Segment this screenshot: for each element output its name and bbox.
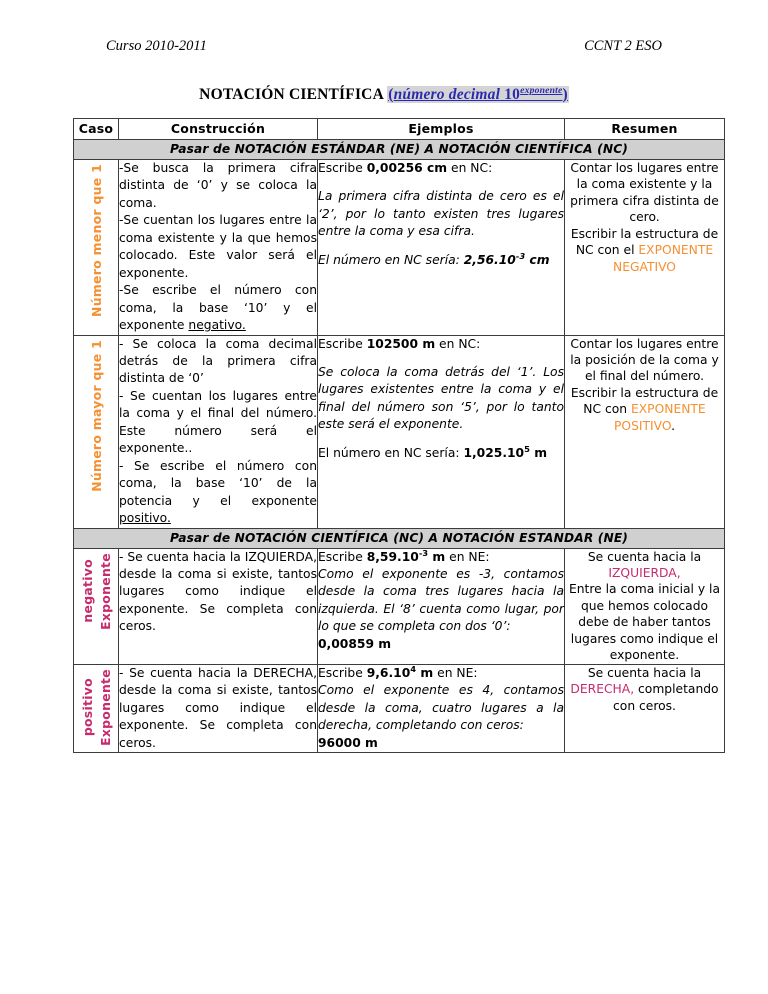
caso-label-line2: negativo (79, 559, 95, 623)
ejemplo-result-unit: cm (525, 252, 550, 267)
column-header-resumen: Resumen (565, 119, 725, 140)
ejemplo-lead-exponent: -3 (418, 547, 429, 558)
section-banner-ne-to-nc (74, 140, 725, 160)
ejemplos-cell-numero-mayor-que-1 (318, 335, 565, 528)
ejemplo-result (318, 445, 564, 462)
ejemplo-explanation: Se coloca la coma detrás del ‘1’. Los lugares existentes entre la coma y el final del número son ‘5’, por lo tanto este será el exponente. (318, 364, 564, 432)
ejemplo-result-mantissa: 96000 m (318, 735, 378, 750)
section-banner-label: Pasar de NOTACIÓN CIENTÍFICA (NC) A NOTACIÓN ESTANDAR (NE) (74, 528, 725, 548)
resumen-text: Contar los lugares entre la coma existente y la primera cifra distinta de cero. Escribir la estructura de NC con el (570, 161, 719, 258)
caso-label: Número menor que 1 (88, 164, 104, 317)
ejemplo-lead-post: en NE: (433, 665, 478, 680)
construccion-cell-exponente-positivo (119, 664, 318, 752)
resumen-tail: . (671, 418, 675, 433)
caso-label-line1: Exponente (97, 552, 113, 630)
section-banner-label: Pasar de NOTACIÓN ESTÁNDAR (NE) A NOTACIÓN CIENTÍFICA (NC) (74, 140, 725, 160)
resumen-cell-exponente-negativo (565, 548, 725, 664)
column-header-construccion: Construcción (119, 119, 318, 140)
caso-cell-exponente-positivo (74, 664, 119, 752)
page-title-main: NOTACIÓN CIENTÍFICA (199, 86, 384, 103)
ejemplo-lead-pre: Escribe (318, 336, 367, 351)
ejemplo-result (318, 735, 564, 752)
ejemplo-explanation: Como el exponente es 4, contamos desde la coma, cuatro lugares a la derecha, completando con ceros: (318, 683, 564, 733)
ejemplo-lead-post: en NC: (447, 161, 493, 175)
formula-paren-close: ) (562, 86, 568, 103)
ejemplo-lead-post: en NE: (445, 549, 490, 564)
page-title-formula (387, 86, 569, 103)
construccion-text: - Se cuenta hacia la DERECHA, desde la coma si existe, tantos lugares como indique el exponente. Se completa con ceros. (119, 665, 317, 750)
formula-base: 10 (504, 86, 521, 103)
ejemplo-lead-unit: m (416, 665, 434, 680)
caso-cell-numero-menor-que-1 (74, 160, 119, 336)
notacion-cientifica-table (73, 118, 725, 753)
construccion-text: - Se cuenta hacia la IZQUIERDA, desde la coma si existe, tantos lugares como indique el exponente. Se completa con ceros. (119, 549, 317, 634)
running-header (106, 38, 662, 55)
section-banner-nc-to-ne (74, 528, 725, 548)
page-title (0, 86, 768, 104)
ejemplo-lead (318, 336, 564, 353)
resumen-text: Se cuenta hacia la (587, 549, 702, 564)
construccion-cell-numero-mayor-que-1 (119, 335, 318, 528)
ejemplo-explanation: La primera cifra distinta de cero es el ‘2’, por lo tanto existen tres lugares entre la coma y esa cifra. (318, 189, 564, 239)
column-header-caso: Caso (74, 119, 119, 140)
caso-label-line1: Exponente (97, 668, 113, 746)
table-row (74, 548, 725, 664)
ejemplo-lead-exponent: 4 (410, 663, 417, 674)
resumen-accent: EXPONENTE NEGATIVO (613, 243, 714, 274)
resumen-text: Se cuenta hacia la (587, 665, 702, 680)
caso-cell-exponente-negativo (74, 548, 119, 664)
ejemplos-cell-numero-menor-que-1 (318, 160, 565, 336)
construccion-text-underlined: positivo. (119, 511, 171, 526)
resumen-cell-exponente-positivo (565, 664, 725, 752)
resumen-tail: completando con ceros. (613, 682, 719, 713)
resumen-text: Contar los lugares entre la posición de la coma y el final del número. Escribir la estructura de NC con (570, 336, 719, 417)
resumen-cell-numero-mayor-que-1 (565, 335, 725, 528)
caso-label: Número mayor que 1 (88, 339, 104, 492)
column-header-ejemplos: Ejemplos (318, 119, 565, 140)
ejemplo-lead-unit: m (428, 549, 446, 564)
caso-cell-numero-mayor-que-1 (74, 335, 119, 528)
ejemplo-result-mantissa: 0,00859 m (318, 636, 392, 651)
formula-paren-open: ( (388, 86, 394, 103)
ejemplo-result-mantissa: 2,56.10 (463, 252, 516, 267)
resumen-accent: DERECHA, (570, 682, 635, 697)
construccion-text-underlined: negativo. (188, 318, 246, 333)
resumen-cell-numero-menor-que-1 (565, 160, 725, 336)
ejemplo-lead (318, 160, 564, 177)
ejemplo-lead-value: 8,59.10 (366, 549, 419, 564)
construccion-cell-numero-menor-que-1 (119, 160, 318, 336)
ejemplo-result-exponent: 5 (524, 443, 530, 454)
header-subject: CCNT 2 ESO (584, 38, 662, 54)
ejemplo-lead-value: 9,6.10 (366, 665, 411, 680)
ejemplo-lead-value: 0,00256 cm (366, 161, 448, 175)
construccion-cell-exponente-negativo (119, 548, 318, 664)
table-row (74, 664, 725, 752)
table-row (74, 335, 725, 528)
ejemplo-lead (318, 665, 564, 682)
formula-italic-text: número decimal (393, 86, 501, 103)
ejemplos-cell-exponente-negativo (318, 548, 565, 664)
ejemplo-result-exponent: -3 (515, 250, 526, 261)
construccion-text: -Se busca la primera cifra distinta de ‘0’ y se coloca la coma. -Se cuentan los lugares entre la coma existente y la que hemos colocado. Este valor será el exponente. -Se escribe el número con coma, la base ‘10’ y el exponente (119, 161, 317, 333)
ejemplo-lead-value: 102500 m (366, 336, 436, 351)
ejemplo-result-unit: m (529, 445, 548, 460)
construccion-text: - Se coloca la coma decimal detrás de la primera cifra distinta de ‘0’ - Se cuentan los lugares entre la coma y el final del número. Este número será el exponente.. - Se escribe el número con coma, la base ‘10’ de la potencia y el exponente (119, 336, 317, 508)
ejemplo-lead (318, 549, 564, 566)
ejemplos-cell-exponente-positivo (318, 664, 565, 752)
ejemplo-result (318, 252, 564, 269)
ejemplo-lead-post: en NC: (435, 336, 481, 351)
table-header-row (74, 119, 725, 140)
header-course: Curso 2010-2011 (106, 38, 207, 54)
ejemplo-result-prefix: El número en NC sería: (318, 445, 464, 460)
resumen-tail: Entre la coma inicial y la que hemos colocado debe de haber tantos lugares como indique el exponente. (568, 582, 720, 663)
resumen-accent: EXPONENTE POSITIVO (614, 402, 706, 433)
ejemplo-result-prefix: El número en NC sería: (318, 252, 464, 267)
ejemplo-lead-pre: Escribe (318, 549, 367, 564)
ejemplo-lead-pre: Escribe (318, 665, 367, 680)
caso-label-line2: positivo (79, 678, 95, 737)
resumen-accent: IZQUIERDA, (608, 565, 681, 580)
ejemplo-result (318, 636, 564, 653)
formula-exponent: exponente (520, 84, 563, 96)
ejemplo-explanation: Como el exponente es -3, contamos desde la coma tres lugares hacia la izquierda. El ‘8’ cuenta como lugar, por lo que se completa con dos ‘0’: (318, 566, 564, 634)
ejemplo-lead-pre: Escribe (318, 161, 367, 175)
table-row (74, 160, 725, 336)
ejemplo-result-mantissa: 1,025.10 (463, 445, 525, 460)
